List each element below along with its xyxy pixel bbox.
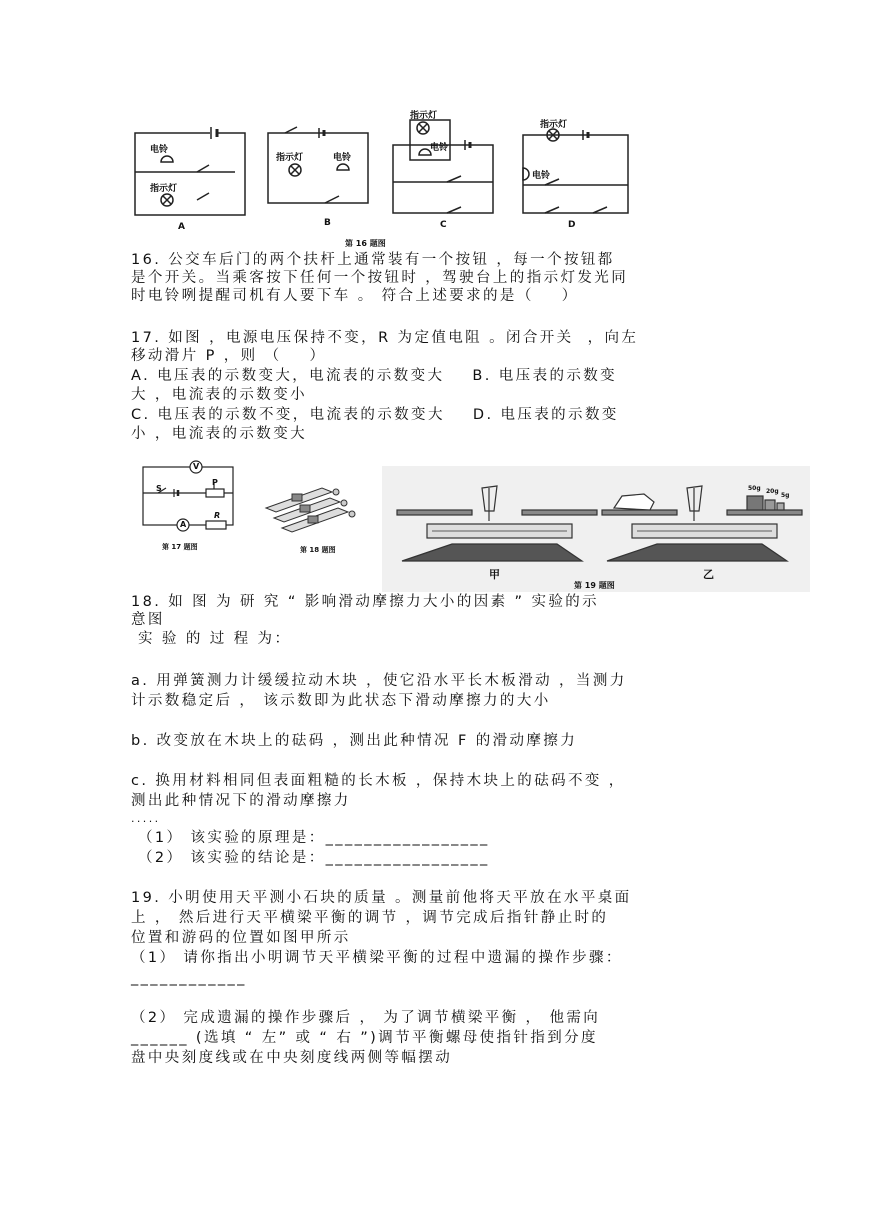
fig16-letter-a: A	[178, 222, 185, 232]
q18-line-3: 实 验 的 过 程 为：	[131, 631, 292, 647]
fig19-weight-50g: 50g	[748, 485, 761, 492]
q18-step-a-1: a. 用弹簧测力计缓缓拉动木块 ，使它沿水平长木板滑动 ，当测力	[131, 673, 627, 689]
fig19-label-right: 乙	[703, 568, 714, 581]
fig16-lamp-d: 指示灯	[540, 120, 568, 130]
q18-line-1: 18. 如 图 为 研 究 “ 影响滑动摩擦力大小的因素 ” 实验的示	[131, 594, 600, 610]
fig19-label-left: 甲	[489, 568, 500, 581]
fig16-bell-d: 电铃	[532, 171, 551, 181]
fig16-lamp-b: 指示灯	[276, 153, 304, 163]
q18-dots: .....	[131, 812, 161, 825]
fig16-lamp-a: 指示灯	[150, 184, 178, 194]
q17-option-b-cont: 大 ，电流表的示数变小	[131, 387, 308, 403]
fig16-bell-c: 电铃	[430, 143, 449, 153]
fig17-slider-label: P	[212, 478, 218, 487]
q19-part-1: （1） 请你指出小明调节天平横梁平衡的过程中遗漏的操作步骤：	[131, 950, 623, 966]
fig19-weight-20g: 20g	[766, 488, 779, 495]
q18-step-c-1: c. 换用材料相同但表面粗糙的长木板 ，保持木块上的砝码不变 ，	[131, 773, 626, 789]
q17-option-a: A. 电压表的示数变大，电流表的示数变大 B. 电压表的示数变	[131, 368, 618, 384]
q19-line-1: 19. 小明使用天平测小石块的质量 。测量前他将天平放在水平桌面	[131, 890, 632, 906]
q18-step-c-2: 测出此种情况下的滑动摩擦力	[131, 793, 351, 809]
fig16-letter-d: D	[568, 220, 576, 230]
q19-part-1-blank: ____________	[131, 970, 247, 986]
fig17-caption: 第 17 题图	[162, 543, 198, 551]
fig17-ammeter-label: A	[180, 520, 187, 529]
q18-step-b: b. 改变放在木块上的砝码 ，测出此种情况 F 的滑动摩擦力	[131, 733, 578, 749]
fig16-bell-a: 电铃	[150, 145, 169, 155]
q18-step-a-2: 计示数稳定后 ， 该示数即为此状态下滑动摩擦力的大小	[131, 693, 551, 709]
fig17-switch-label: S	[156, 484, 162, 493]
q16-line-1: 16. 公交车后门的两个扶杆上通常装有一个按钮 ，每一个按钮都	[131, 252, 615, 268]
q18-line-2: 意图	[131, 612, 165, 628]
fig17-voltmeter-label: V	[193, 462, 200, 471]
fig19-caption: 第 19 题图	[574, 581, 615, 590]
q17-line-1: 17. 如图 ，电源电压保持不变，R 为定值电阻 。闭合开关 ，向左	[131, 330, 639, 346]
fig16-letter-b: B	[324, 218, 331, 228]
q18-part-2: （2） 该实验的结论是：_________________	[131, 850, 490, 866]
fig19-weight-5g: 5g	[781, 492, 790, 499]
q19-line-2: 上 ， 然后进行天平横梁平衡的调节 ，调节完成后指针静止时的	[131, 910, 609, 926]
q18-part-1: （1） 该实验的原理是：_________________	[131, 830, 490, 846]
q17-option-c: C. 电压表的示数不变，电流表的示数变大 D. 电压表的示数变	[131, 407, 619, 423]
q17-option-d-cont: 小 ，电流表的示数变大	[131, 426, 308, 442]
fig16-lamp-c: 指示灯	[410, 111, 438, 121]
fig16-letter-c: C	[440, 220, 447, 230]
q19-line-3: 位置和游码的位置如图甲所示	[131, 930, 351, 946]
q19-part-2-2: ______ (选填 “ 左” 或 “ 右 ”)调节平衡螺母使指针指到分度	[131, 1030, 598, 1046]
figure-18-friction-setup	[262, 478, 372, 538]
fig18-caption: 第 18 题图	[300, 546, 336, 554]
q16-line-2: 是个开关。当乘客按下任何一个按钮时 ，驾驶台上的指示灯发光同	[131, 270, 629, 286]
q16-line-3: 时电铃咧提醒司机有人要下车 。 符合上述要求的是（ ）	[131, 288, 579, 304]
q19-part-2-1: （2） 完成遗漏的操作步骤后 ， 为了调节横梁平衡 ， 他需向	[131, 1010, 601, 1026]
fig16-bell-b: 电铃	[333, 153, 352, 163]
q19-part-2-3: 盘中央刻度线或在中央刻度线两侧等幅摆动	[131, 1050, 453, 1066]
fig16-caption: 第 16 题图	[345, 239, 386, 248]
figure-19-balance-drawing	[382, 466, 810, 592]
q17-line-2: 移动滑片 P ，则 （ ）	[131, 348, 327, 364]
fig17-resistor-label: R	[214, 511, 221, 520]
